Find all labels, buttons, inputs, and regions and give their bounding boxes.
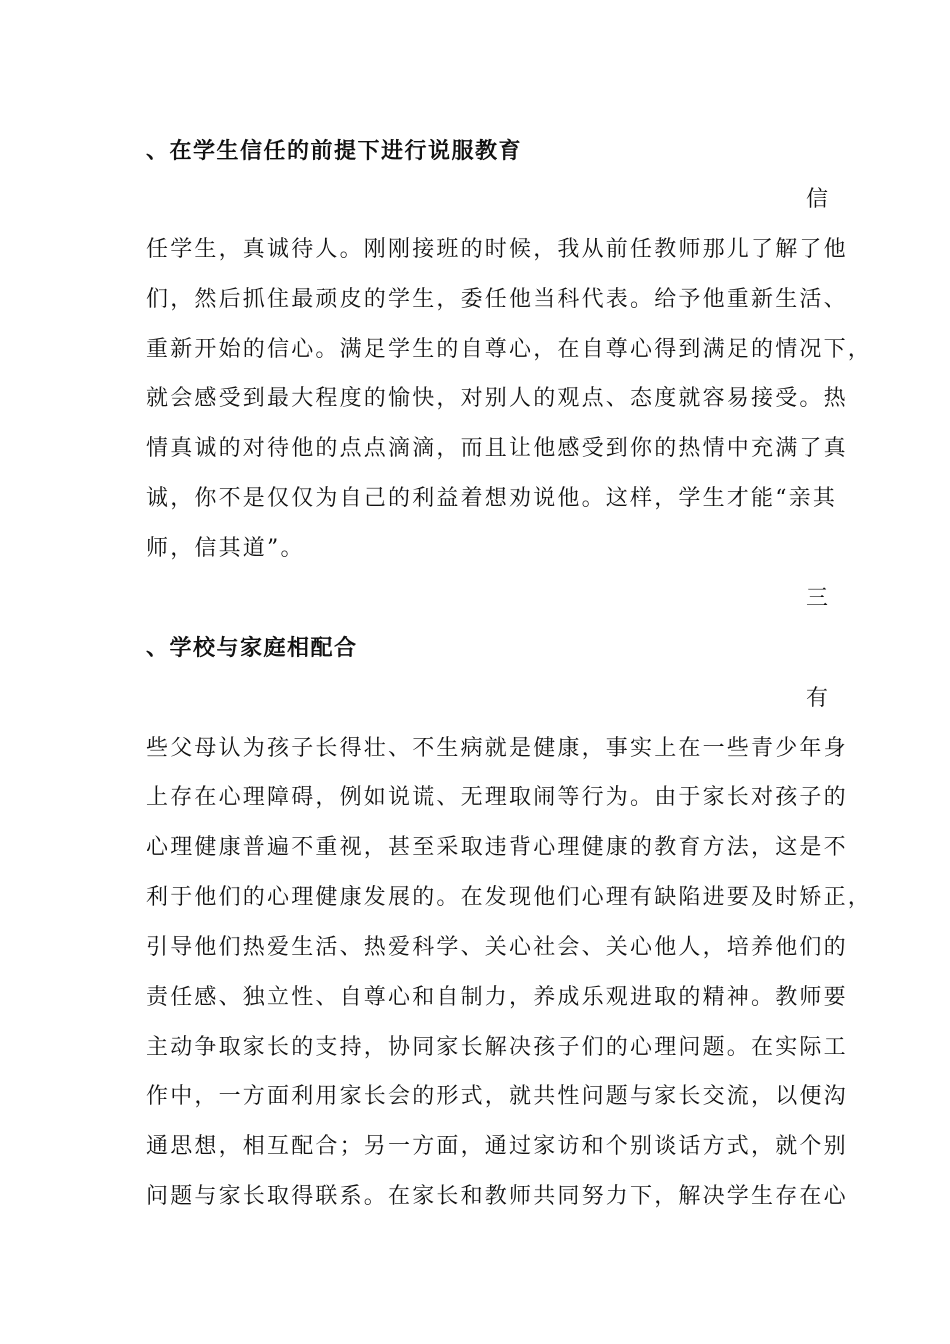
paragraph-line: 们，然后抓住最顽皮的学生，委任他当科代表。给予他重新生活、 xyxy=(146,287,848,312)
paragraph-line: 通思想，相互配合；另一方面，通过家访和个别谈话方式，就个别 xyxy=(146,1134,848,1159)
paragraph-line: 重新开始的信心。满足学生的自尊心，在自尊心得到满足的情况下， xyxy=(146,337,873,362)
paragraph-line: 些父母认为孩子长得壮、不生病就是健康，事实上在一些青少年身 xyxy=(146,736,848,761)
paragraph-line: 心理健康普遍不重视，甚至采取违背心理健康的教育方法，这是不 xyxy=(146,835,848,860)
paragraph-line: 问题与家长取得联系。在家长和教师共同努力下，解决学生存在心 xyxy=(146,1184,848,1209)
section-heading-3: 、学校与家庭相配合 xyxy=(146,636,358,661)
paragraph-line: 利于他们的心理健康发展的。在发现他们心理有缺陷进要及时矫正， xyxy=(146,885,873,910)
paragraph-line: 责任感、独立性、自尊心和自制力，养成乐观进取的精神。教师要 xyxy=(146,985,848,1010)
paragraph-line: 师，信其道”。 xyxy=(146,536,305,561)
paragraph-line: 诚，你不是仅仅为自己的利益着想劝说他。这样，学生才能“亲其 xyxy=(146,486,838,511)
paragraph-line: 情真诚的对待他的点点滴滴，而且让他感受到你的热情中充满了真 xyxy=(146,436,848,461)
paragraph-line: 任学生，真诚待人。刚刚接班的时候，我从前任教师那儿了解了他 xyxy=(146,237,848,262)
section-3-number-char: 三 xyxy=(805,586,828,611)
section-3-lead-char: 有 xyxy=(805,686,828,711)
paragraph-line: 上存在心理障碍，例如说谎、无理取闹等行为。由于家长对孩子的 xyxy=(146,785,848,810)
section-heading-2: 、在学生信任的前提下进行说服教育 xyxy=(146,139,523,164)
paragraph-line: 引导他们热爱生活、热爱科学、关心社会、关心他人，培养他们的 xyxy=(146,935,848,960)
section-2-lead-char: 信 xyxy=(805,187,828,212)
paragraph-line: 作中，一方面利用家长会的形式，就共性问题与家长交流，以便沟 xyxy=(146,1084,848,1109)
paragraph-line: 就会感受到最大程度的愉快，对别人的观点、态度就容易接受。热 xyxy=(146,386,848,411)
paragraph-line: 主动争取家长的支持，协同家长解决孩子们的心理问题。在实际工 xyxy=(146,1035,848,1060)
